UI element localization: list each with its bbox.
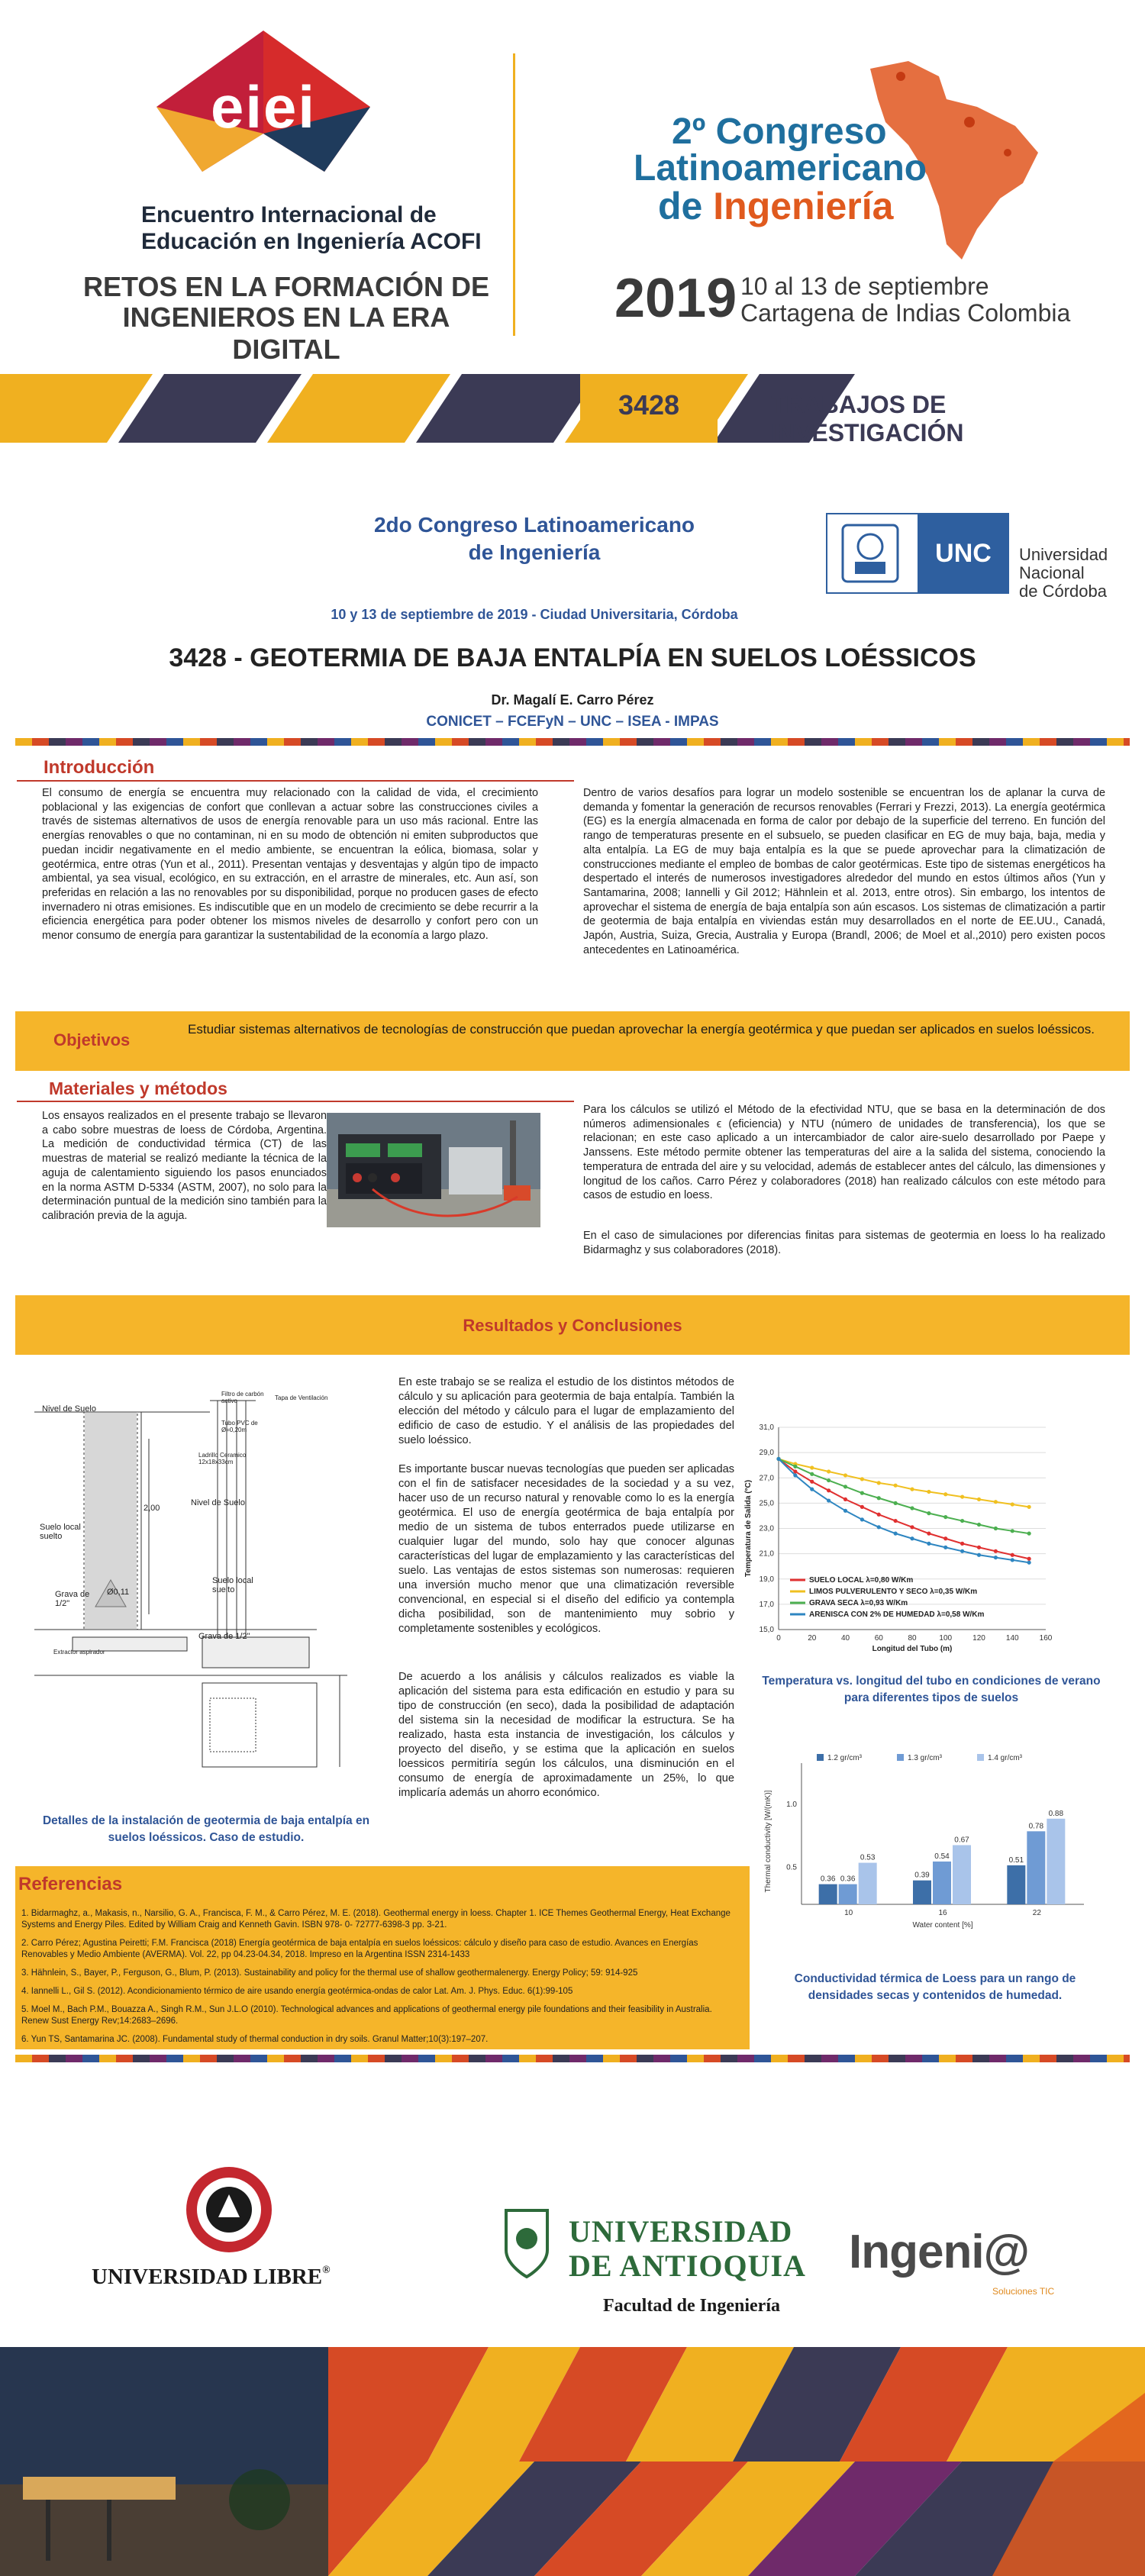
congreso-de: de <box>658 185 703 227</box>
unc-badge <box>918 514 1009 592</box>
x-tick-label: 40 <box>840 1634 850 1643</box>
data-point <box>877 1513 881 1517</box>
udea-faculty: Facultad de Ingeniería <box>603 2296 780 2316</box>
legend-label: GRAVA SECA λ=0,93 W/Km <box>809 1599 908 1607</box>
legend-swatch <box>977 1754 984 1761</box>
data-point <box>894 1484 898 1488</box>
x-tick-label: 160 <box>1039 1634 1053 1643</box>
lab-photo <box>327 1113 540 1227</box>
results-heading: Resultados y Conclusiones <box>463 1316 682 1335</box>
data-point <box>943 1536 947 1540</box>
data-point <box>827 1498 831 1502</box>
x-axis-label: Water content [%] <box>912 1921 973 1930</box>
legend-label: LIMOS PULVERULENTO Y SECO λ=0,35 W/Km <box>809 1588 978 1596</box>
methods-left-text: Los ensayos realizados en el presente trabajo se llevaron a cabo sobre muestras de loess de Córdoba, Argentina. La medición de conductividad térmica (CT) de las muestras de material se realizó mediante la técnica de la aguja de calentamiento siguiendo los pasos enunciados en la norma ASTM D-5334 (ASTM, 2007), no solo para la determinación puntual de la medición sino también para la calibración previa de la aguja. <box>42 1110 327 1223</box>
bar-value-label: 0.36 <box>840 1875 856 1884</box>
data-point <box>1027 1557 1031 1561</box>
data-point <box>894 1501 898 1505</box>
ul-name: UNIVERSIDAD LIBRE <box>92 2265 323 2289</box>
diagram-label-nivel-suelo: Nivel de Suelo <box>42 1404 96 1414</box>
results-text-1: En este trabajo se se realiza el estudio de los distintos métodos de cálculo y su aplicación para geotermia de baja entalpía. También la elección del método y cálculo para el lugar de emplazamiento del edificio de caso de estudio. Y el análisis de las propiedades del suelo loéssico. <box>398 1376 734 1446</box>
legend-label: 1.3 gr/cm³ <box>908 1754 943 1762</box>
data-point <box>1027 1532 1031 1536</box>
udea-name-2: DE ANTIOQUIA <box>569 2249 806 2283</box>
ingenia-logo: Ingeni@ <box>849 2226 1030 2278</box>
bar <box>859 1863 877 1904</box>
legend-swatch <box>897 1754 904 1761</box>
diagram-label-grava-2: Grava de 1/2" <box>198 1632 250 1641</box>
data-point <box>960 1542 964 1546</box>
conductivity-bar-chart <box>760 1748 1088 1931</box>
y-axis-label: Temperatura de Salida (°C) <box>744 1479 753 1578</box>
congreso-line-3 <box>658 184 893 228</box>
bar-value-label: 0.39 <box>914 1871 930 1880</box>
color-band-top <box>15 738 1130 746</box>
legend-label: 1.2 gr/cm³ <box>827 1754 863 1762</box>
eiei-name-1: Encuentro Internacional de <box>141 202 437 227</box>
x-tick-label: 140 <box>1005 1634 1019 1643</box>
data-point <box>994 1500 998 1504</box>
x-tick-label: 120 <box>972 1634 985 1643</box>
slogan-1: RETOS EN LA FORMACIÓN DE <box>82 271 490 302</box>
data-point <box>1011 1502 1014 1506</box>
series-line <box>779 1459 1029 1507</box>
y-tick-label: 25,0 <box>759 1499 774 1508</box>
bar <box>1047 1819 1065 1904</box>
data-point <box>810 1472 814 1476</box>
x-tick-label: 60 <box>874 1634 883 1643</box>
data-point <box>1011 1553 1014 1557</box>
unc-logo <box>826 513 1009 594</box>
data-point <box>910 1536 914 1540</box>
diagram-label-nivel-suelo-2: Nivel de Suelo <box>191 1498 245 1507</box>
place: Cartagena de Indias Colombia <box>740 299 1071 327</box>
footer-decoration <box>0 2347 1145 2576</box>
header <box>0 0 1145 450</box>
methods-right-text-1: Para los cálculos se utilizó el Método de la efectividad NTU, que se basa en la determinación de dos números adimensionales ϵ (eficiencia) y NTU (número de unidades de transferencia), los que se relacionan; en este caso aplicado a un intercambiador de calor aire-suelo desarrollado por Paepe y Janssens. Este método permite obtener las temperaturas del aire a la salida del sistema, conociendo la temperatura de entrada del aire y su velocidad, además de establecer antes del cálculo, las dimensiones y longitud de los caños. Carro Pérez y colaboradores (2018) han realizado cálculos con este método para casos de estudio en loess. <box>583 1104 1105 1202</box>
data-point <box>894 1532 898 1536</box>
objectives-box <box>15 1011 1130 1071</box>
legend-label: SUELO LOCAL λ=0,80 W/Km <box>809 1576 914 1585</box>
data-point <box>843 1473 847 1477</box>
diagram-label-tubo: Tubo PVC de Ø=0,20m <box>221 1420 258 1433</box>
diagram-label-suelo-local-2: Suelo local suelto <box>212 1576 253 1594</box>
unc-name-1: Universidad <box>1019 545 1108 564</box>
congreso-line-1 <box>672 111 887 153</box>
congreso-ingenieria: Ingeniería <box>713 185 894 227</box>
data-point <box>877 1525 881 1529</box>
congreso-title-1: 2º Congreso <box>672 111 887 152</box>
data-point <box>843 1498 847 1501</box>
data-point <box>977 1553 981 1557</box>
chart2-caption: Conductividad térmica de Loess para un rango de densidades secas y contenidos de humedad. <box>794 1972 1076 2002</box>
y-tick-label: 1.0 <box>786 1801 797 1809</box>
methods-right-text-2: En el caso de simulaciones por diferencias finitas para sistemas de geotermia en loess lo ha realizado Bidarmaghz y sus colaboradores (2018). <box>583 1230 1105 1256</box>
installation-diagram <box>27 1385 385 1782</box>
bar-value-label: 0.51 <box>1008 1855 1024 1865</box>
poster-affiliation: CONICET – FCEFyN – UNC – ISEA - IMPAS <box>426 714 719 730</box>
data-point <box>793 1465 797 1469</box>
x-tick-label: 0 <box>776 1634 781 1643</box>
legend-swatch <box>817 1754 824 1761</box>
data-point <box>810 1465 814 1469</box>
data-point <box>977 1546 981 1549</box>
bar-value-label: 0.53 <box>860 1853 876 1862</box>
data-point <box>910 1506 914 1510</box>
unc-name-3: de Córdoba <box>1019 582 1107 601</box>
data-point <box>927 1542 931 1546</box>
bar <box>933 1862 951 1904</box>
bar <box>913 1881 931 1904</box>
data-point <box>960 1519 964 1523</box>
y-tick-label: 0.5 <box>786 1863 797 1872</box>
data-point <box>994 1527 998 1530</box>
data-point <box>843 1485 847 1488</box>
eiei-logo-text: eiei <box>210 73 317 140</box>
y-tick-label: 17,0 <box>759 1600 774 1609</box>
bar <box>953 1845 971 1904</box>
x-tick-label: 16 <box>938 1909 947 1917</box>
y-tick-label: 21,0 <box>759 1549 774 1559</box>
poster-conf-1: 2do Congreso Latinoamericano <box>373 513 695 537</box>
references-list <box>21 1908 731 2052</box>
objectives-heading: Objetivos <box>53 1030 131 1049</box>
objectives-text: Estudiar sistemas alternativos de tecnologías de construcción que puedan aprovechar la energía geotérmica y que puedan ser aplicados en suelos loéssicos. <box>188 1022 1095 1037</box>
references-heading: Referencias <box>18 1874 123 1894</box>
bar <box>1007 1865 1025 1904</box>
data-point <box>860 1505 864 1509</box>
intro-right-text: Dentro de varios desafíos para lograr un modelo sostenible se encuentran los de aplanar la curva de demanda y fomentar la generación de recursos renovables (Ferrari y Frezzi, 2013). La energía geotérmica (EG) es la energía almacenada en forma de calor por debajo de la superficie del terreno. En función del rango de temperaturas presente en el subsuelo, se pueden clasificar en EG de muy baja, baja, media y alta entalpía. La EG de muy baja entalpía es la que se puede aprovechar para la climatización de construcciones mediante el empleo de bombas de calor geotérmicas. Este tipo de sistemas energéticos ha despertado el interés de numerosos investigadores alrededor del mundo en estos últimos años (Yun y Santamarina, 2008; Iannelli y Gil 2012; Hähnlein et al. 2013, entre otros). Sin embargo, los intentos de aprovechar el sistema de energía de baja entalpía son aún escasos. Los sistemas de climatización a partir de geotermia de baja entalpía en viviendas están muy desarrollados en el norte de EE.UU., Canadá, Japón, Austria, Suiza, Grecia, Australia y Europa (Brandl, 2006; de Moel et al.,2010) pero existen pocos antecedentes en Latinoamérica. <box>583 787 1105 956</box>
diagram-caption: Detalles de la instalación de geotermia de baja entalpía en suelos loéssicos. Caso de estudio. <box>42 1814 370 1845</box>
reference-item: 3. Hähnlein, S., Bayer, P., Ferguson, G., Blum, P. (2013). Sustainability and policy for the thermal use of shallow geothermalenergy. Energy Policy; 59: 914-925 <box>21 1968 638 1978</box>
diagram-label-suelo-local-1: Suelo local suelto <box>40 1523 81 1541</box>
data-point <box>877 1496 881 1500</box>
series-line <box>779 1459 1029 1559</box>
unc-badge-text: UNC <box>935 538 992 568</box>
chart1-caption: Temperatura vs. longitud del tubo en condiciones de verano para diferentes tipos de suelos <box>762 1675 1101 1704</box>
data-point <box>994 1556 998 1559</box>
data-point <box>977 1498 981 1501</box>
data-point <box>877 1481 881 1485</box>
universidad-libre-name <box>92 2265 331 2290</box>
x-tick-label: 100 <box>939 1634 953 1643</box>
ingenia-sub: Soluciones TIC <box>992 2286 1055 2297</box>
reference-item: 2. Carro Pérez; Agustina Peiretti; F.M. Francisca (2018) Energía geotérmica de baja entalpía en suelos loéssicos: cálculo y diseño para caso de estudio. Avances en Energías Renovables y Medio Ambiente (AVERMA). Vol. 22, pp 04.23-04.34, 2018. Impreso en la Argentina ISSN 2314-1433 <box>21 1938 698 1959</box>
methods-heading: Materiales y métodos <box>49 1078 227 1098</box>
x-tick-label: 80 <box>908 1634 917 1643</box>
udea-name-1: UNIVERSIDAD <box>569 2214 793 2249</box>
diagram-label-dim-2: Ø0,11 <box>107 1588 130 1597</box>
data-point <box>827 1478 831 1482</box>
series-line <box>779 1459 1029 1533</box>
reference-item: 6. Yun TS, Santamarina JC. (2008). Fundamental study of thermal conduction in dry soils. Granul Matter;10(3):197–207. <box>21 2034 489 2044</box>
data-point <box>927 1511 931 1515</box>
diagram-label-tapa: Tapa de Ventilación <box>275 1394 328 1401</box>
y-tick-label: 15,0 <box>759 1626 774 1634</box>
data-point <box>843 1509 847 1513</box>
bar <box>839 1884 857 1904</box>
category: TRABAJOS DE INVESTIGACIÓN <box>771 391 964 447</box>
data-point <box>860 1491 864 1495</box>
color-band-bottom <box>15 2055 1130 2062</box>
reference-item: 5. Moel M., Bach P.M., Bouazza A., Singh R.M., Sun J.L.O (2010). Technological advances and applications of geothermal energy pile foundations and their feasibility in Australia. Renew Sust Energy Rev;14:2683–2696. <box>21 2004 712 2026</box>
y-tick-label: 29,0 <box>759 1449 774 1458</box>
data-point <box>860 1517 864 1521</box>
bar-value-label: 0.88 <box>1048 1809 1064 1818</box>
intro-left-text: El consumo de energía se encuentra muy relacionado con la calidad de vida, el crecimiento poblacional y las exigencias de confort que conllevan a actuar sobre las construcciones civiles a través de sistemas alternativos de usos de energía renovable para un uso más racional. Entre las energías renovables o que no contaminan, ni en su modo de obtención ni emiten subproductos que puedan incidir negativamente en el medio ambiente, se encuentran la eólica, biomasa, solar y geotérmica, entre otras (Yun et al., 2011). Presentan ventajas y desventajas y algún tipo de impacto ambiental, ya sea visual, ecológico, en su extracción, en el arrastre de minerales, etc. Aun así, son preferidas en relación a las no renovables por su disponibilidad, porque no producen gases de efecto invernadero ni otras emisiones. Es indiscutible que en un modelo de crecimiento se debe recurrir a la eficiencia energética para poder obtener los mismos niveles de desarrollo y confort pero con un menor consumo de energía para garantizar la sustentabilidad de la economía a largo plazo. <box>42 787 538 943</box>
data-point <box>910 1488 914 1491</box>
data-point <box>994 1549 998 1553</box>
data-point <box>810 1488 814 1491</box>
data-point <box>910 1525 914 1529</box>
data-point <box>927 1490 931 1494</box>
data-point <box>1011 1558 1014 1562</box>
data-point <box>943 1546 947 1549</box>
intro-heading: Introducción <box>44 757 155 778</box>
bar-value-label: 0.78 <box>1028 1822 1044 1831</box>
eiei-name-2: Educación en Ingeniería ACOFI <box>141 229 482 254</box>
diagram-label-filtro: Filtro de carbón activo <box>221 1391 264 1404</box>
legend-label: 1.4 gr/cm³ <box>988 1754 1023 1762</box>
x-tick-label: 22 <box>1032 1909 1041 1917</box>
data-point <box>960 1549 964 1553</box>
data-point <box>827 1469 831 1473</box>
reference-item: 4. Iannelli L., Gil S. (2012). Acondicionamiento térmico de aire usando energía geotérmica-ondas de calor Lat. Am. J. Phys. Educ. 6(1):99-105 <box>21 1986 573 1996</box>
dates: 10 al 13 de septiembre <box>740 272 989 300</box>
reference-item: 1. Bidarmaghz, a., Makasis, n., Narsilio, G. A., Francisca, F. M., & Carro Pérez, M. E. (2018). Geothermal energy in loess. Chapter 1. ICE Themes Geothermal Energy, Heat Exchange Systems and Energy Piles. Edited by William Craig and Kenneth Gavin. ISBN 978- 0- 72777-6398-3 pp. 3-21. <box>21 1909 731 1930</box>
y-tick-label: 27,0 <box>759 1474 774 1483</box>
data-point <box>960 1494 964 1498</box>
data-point <box>927 1532 931 1536</box>
data-point <box>776 1457 780 1461</box>
unc-shield-icon <box>835 522 905 585</box>
methods-heading-rule <box>17 1101 574 1102</box>
bar <box>1027 1831 1045 1904</box>
data-point <box>943 1492 947 1496</box>
poster-title: 3428 - GEOTERMIA DE BAJA ENTALPÍA EN SUELOS LOÉSSICOS <box>169 643 976 672</box>
legend-label: ARENISCA CON 2% DE HUMEDAD λ=0,58 W/Km <box>809 1610 985 1619</box>
poster-conf-2: de Ingeniería <box>468 540 601 564</box>
poster-date-place: 10 y 13 de septiembre de 2019 - Ciudad Universitaria, Córdoba <box>331 607 738 622</box>
bar-value-label: 0.54 <box>934 1852 950 1861</box>
poster-author: Dr. Magalí E. Carro Pérez <box>491 692 654 708</box>
data-point <box>943 1515 947 1519</box>
data-point <box>827 1488 831 1492</box>
y-tick-label: 31,0 <box>759 1423 774 1432</box>
data-point <box>810 1480 814 1484</box>
diagram-label-dim-1: 2,00 <box>144 1504 160 1513</box>
results-text-2: Es importante buscar nuevas tecnologías que pueden ser aplicadas con el fin de satisfacer necesidades de la sociedad y a su vez, hacer uso de un recurso natural y renovable como lo es la energía geotérmica. El uso de energía geotérmica de baja entalpía por medio de un sistema de tubos enterrados puede utilizarse en cualquier lugar del mundo, solo hay que conocer algunas características del lugar de emplazamiento y las características del suelo. Las ventajas de estos sistemas son numerosas: requieren una inversión mucho menor que una climatización reversible convencional, en especial si el diseño del edificio ya contempla dicha posibilidad, son de mantenimiento muy sobrio y completamente sostenibles y ecológicos. <box>398 1463 734 1635</box>
data-point <box>860 1477 864 1481</box>
year: 2019 <box>614 268 737 329</box>
bar-value-label: 0.36 <box>820 1875 836 1884</box>
universidad-libre-seal <box>183 2164 275 2255</box>
x-tick-label: 20 <box>808 1634 817 1643</box>
bar-value-label: 0.67 <box>954 1836 969 1845</box>
y-tick-label: 23,0 <box>759 1524 774 1533</box>
x-tick-label: 10 <box>844 1909 853 1917</box>
slogan-2: INGENIEROS EN LA ERA DIGITAL <box>122 301 450 365</box>
data-point <box>977 1523 981 1527</box>
data-point <box>1011 1529 1014 1533</box>
unc-name-2: Nacional <box>1019 563 1085 582</box>
data-point <box>793 1473 797 1477</box>
diagram-label-grava-1: Grava de 1/2" <box>55 1590 90 1608</box>
intro-heading-rule <box>17 780 574 782</box>
diagram-label-ladrillo: Ladrillo Ceramico 12x18x33cm <box>198 1452 247 1465</box>
results-text-3: De acuerdo a los análisis y cálculos realizados es viable la aplicación del sistema para esta edificación en estudio y para su tipo de construcción (en seco), dada la posibilidad de adaptación del sistema sin la necesidad de modificar la estructura. Se ha realizado, hasta esta instancia de investigación, los cálculos y proyecto del diseño, y se estima que la aplicación en suelos loessicos permitiría según los cálculos, una disminución en el consumo de energía de aproximadamente un 25%, lo que implicaría además un ahorro económico. <box>398 1671 734 1799</box>
data-point <box>894 1519 898 1523</box>
ul-reg: ® <box>322 2265 331 2276</box>
data-point <box>1027 1505 1031 1509</box>
series-line <box>779 1459 1029 1562</box>
congreso-line-2: Latinoamericano <box>634 148 927 189</box>
data-point <box>1027 1561 1031 1565</box>
udea-seal <box>500 2204 553 2281</box>
bar <box>819 1884 837 1904</box>
temperature-line-chart <box>737 1412 1107 1664</box>
header-divider <box>513 53 515 336</box>
y-axis-label: Thermal conductivity [W/(mK)] <box>764 1790 772 1893</box>
paper-number: 3428 <box>618 389 680 421</box>
diagram-label-extractor: Extractor aspirador <box>53 1649 105 1656</box>
x-axis-label: Longitud del Tubo (m) <box>872 1645 953 1653</box>
y-tick-label: 19,0 <box>759 1575 774 1584</box>
